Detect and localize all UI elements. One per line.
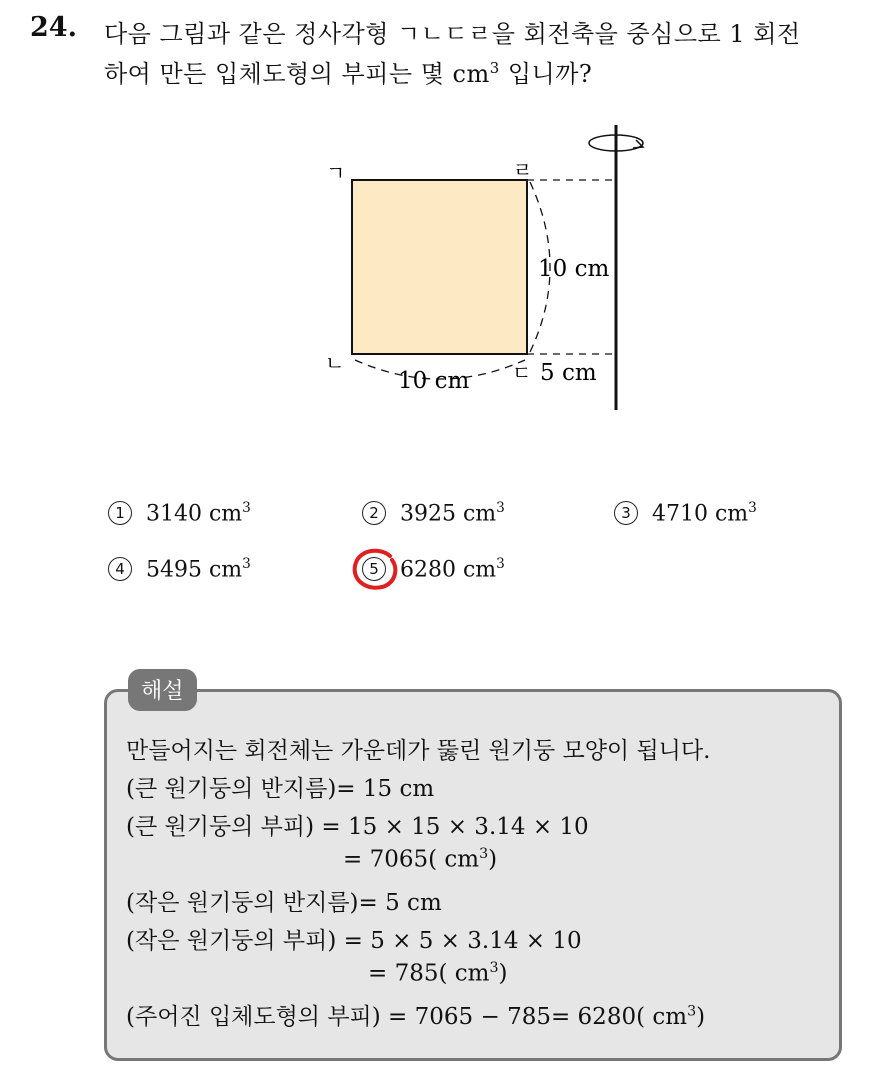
question-unit-exponent: 3 xyxy=(489,59,500,77)
solution-line-8-text: (주어진 입체도형의 부피) = 7065 − 785= 6280( cm xyxy=(126,1004,688,1030)
solution-line-4-exp: 3 xyxy=(479,846,489,862)
solution-tag: 해설 xyxy=(128,669,197,711)
label-r: ㄹ xyxy=(513,158,533,182)
solution-line-8 xyxy=(126,998,705,1031)
choice-5-exp: 3 xyxy=(496,556,505,572)
choice-4-exp: 3 xyxy=(242,556,251,572)
solution-line-7-close: ) xyxy=(498,960,508,987)
choice-2-mark: 2 xyxy=(362,501,386,525)
solution-line-7-exp: 3 xyxy=(489,960,499,976)
label-side-bottom: 10 cm xyxy=(398,368,470,394)
choice-1[interactable] xyxy=(108,500,251,526)
solution-line-5: (작은 원기둥의 반지름)= 5 cm xyxy=(126,890,442,916)
choice-2[interactable] xyxy=(362,500,505,526)
question-text-prefix: 하여 만든 입체도형의 부피는 몇 xyxy=(104,60,453,88)
question-number: 24. xyxy=(30,12,77,43)
choice-1-mark: 1 xyxy=(108,501,132,525)
solution-line-7-text: = 785( cm xyxy=(368,960,490,987)
solution-line-2: (큰 원기둥의 반지름)= 15 cm xyxy=(126,776,435,802)
label-d: ㄷ xyxy=(512,361,532,385)
choice-1-value: 3140 cm xyxy=(146,501,243,527)
label-g: ㄱ xyxy=(326,161,346,185)
solution-line-4-close: ) xyxy=(488,846,498,873)
choice-4-value: 5495 cm xyxy=(146,557,243,583)
solution-line-4 xyxy=(343,846,497,873)
choice-3-mark: 3 xyxy=(614,501,638,525)
choice-5-value: 6280 cm xyxy=(400,557,497,583)
solution-line-4-text: = 7065( cm xyxy=(343,846,480,873)
question-unit: cm xyxy=(452,60,490,88)
solution-line-7 xyxy=(368,960,508,987)
choice-5-mark: 5 xyxy=(362,557,386,581)
square-gndr xyxy=(352,180,527,354)
choice-4-mark: 4 xyxy=(108,557,132,581)
solution-line-8-exp: 3 xyxy=(687,1003,697,1020)
choice-3-exp: 3 xyxy=(748,500,757,516)
label-gap: 5 cm xyxy=(540,360,597,386)
choice-1-exp: 3 xyxy=(242,500,251,516)
choice-3[interactable] xyxy=(614,500,757,526)
solution-line-3: (큰 원기둥의 부피) = 15 × 15 × 3.14 × 10 xyxy=(126,814,589,840)
choice-2-value: 3925 cm xyxy=(400,501,497,527)
label-side-right: 10 cm xyxy=(538,256,610,282)
label-n: ㄴ xyxy=(325,351,345,375)
choice-3-value: 4710 cm xyxy=(652,501,749,527)
solution-line-8-close: ) xyxy=(696,1004,706,1030)
rotation-figure xyxy=(0,0,884,460)
question-text-suffix: 입니까? xyxy=(499,60,593,88)
question-text-line1: 다음 그림과 같은 정사각형 ㄱㄴㄷㄹ을 회전축을 중심으로 1 회전 xyxy=(104,20,801,48)
solution-line-6: (작은 원기둥의 부피) = 5 × 5 × 3.14 × 10 xyxy=(126,928,582,954)
solution-line-1: 만들어지는 회전체는 가운데가 뚫린 원기둥 모양이 됩니다. xyxy=(126,738,711,764)
choice-2-exp: 3 xyxy=(496,500,505,516)
answer-circle-icon xyxy=(350,546,402,594)
choice-4[interactable] xyxy=(108,556,251,582)
